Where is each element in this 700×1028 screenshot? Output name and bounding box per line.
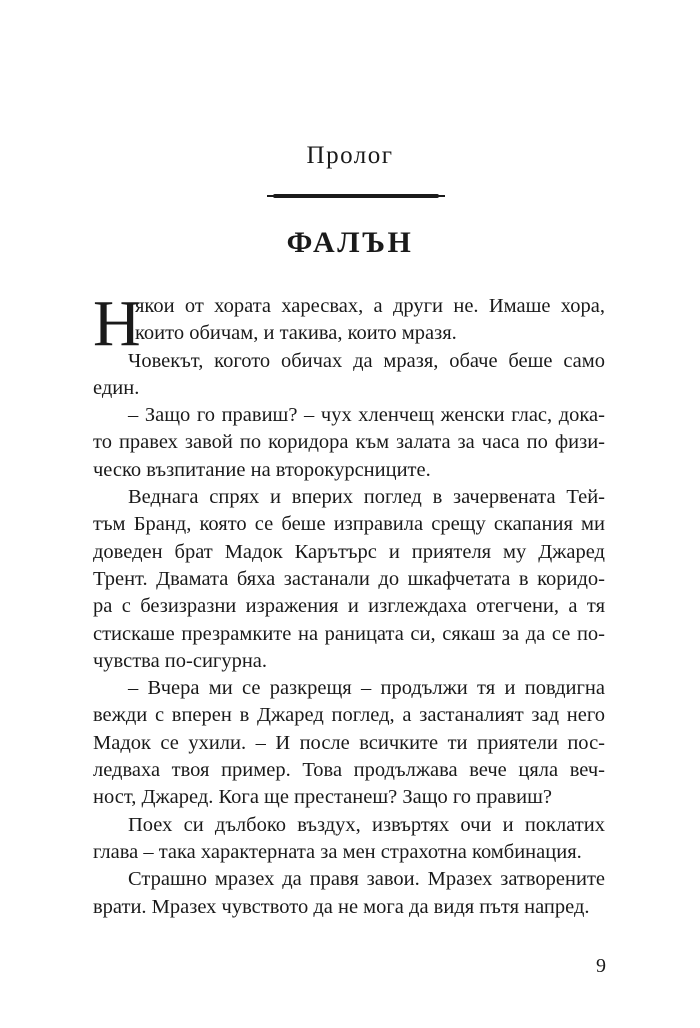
text-line: Трент. Двамата бяха застанали до шкафчетата в коридо-: [93, 567, 605, 590]
text-line: стискаше презрамките на раницата си, сякаш за да се по-: [93, 622, 605, 645]
text-line: якои от хората харесвах, а други не. Имаше хора,: [135, 295, 605, 317]
text-line: ност, Джаред. Кога ще престанеш? Защо го правиш?: [93, 786, 553, 809]
text-line: Човекът, когото обичах да мразя, обаче беше само: [128, 349, 605, 372]
drop-cap: Н: [93, 287, 141, 360]
body-text: [93, 287, 605, 921]
text-line: Веднага спрях и вперих поглед в зачервената Тей-: [128, 486, 605, 509]
text-line: които обичам, и такива, които мразя.: [135, 322, 457, 345]
text-line: чувства по-сигурна.: [93, 649, 268, 672]
text-line: Поех си дълбоко въздух, извъртях очи и поклатих: [128, 813, 605, 836]
text-line: врати. Мразех чувството да не мога да видя пътя напред.: [93, 895, 590, 918]
text-line: Мадок се ухили. – И после всичките ти приятели пос-: [93, 731, 605, 754]
text-line: глава – така характерната за мен страхотна комбинация.: [93, 840, 582, 863]
text-line: то правех завой по коридора към залата за часа по физи-: [93, 431, 605, 454]
text-line: ческо възпитание на второкурсниците.: [93, 458, 431, 481]
text-line: един.: [93, 376, 140, 399]
chapter-title: ФАЛЪН: [286, 226, 414, 259]
section-heading: Пролог: [306, 142, 394, 169]
text-line: вежди с вперен в Джаред поглед, а застаналият зад него: [93, 704, 605, 727]
text-line: Страшно мразех да правя завои. Мразех затворените: [128, 868, 605, 891]
text-line: доведен брат Мадок Карътърс и приятеля му Джаред: [93, 540, 605, 563]
page-number: 9: [596, 955, 606, 977]
text-line: тъм Бранд, която се беше изправила срещу скапания ми: [93, 513, 605, 536]
text-line: ледваха твоя пример. Това продължава вече цяла веч-: [93, 759, 605, 782]
text-line: – Вчера ми се разкрещя – продължи тя и повдигна: [128, 677, 605, 700]
text-line: ра с безизразни изражения и изглеждаха отегчени, а тя: [93, 595, 605, 618]
text-line: – Защо го правиш? – чух хленчещ женски глас, дока-: [128, 404, 605, 427]
ornamental-divider: [273, 194, 439, 198]
